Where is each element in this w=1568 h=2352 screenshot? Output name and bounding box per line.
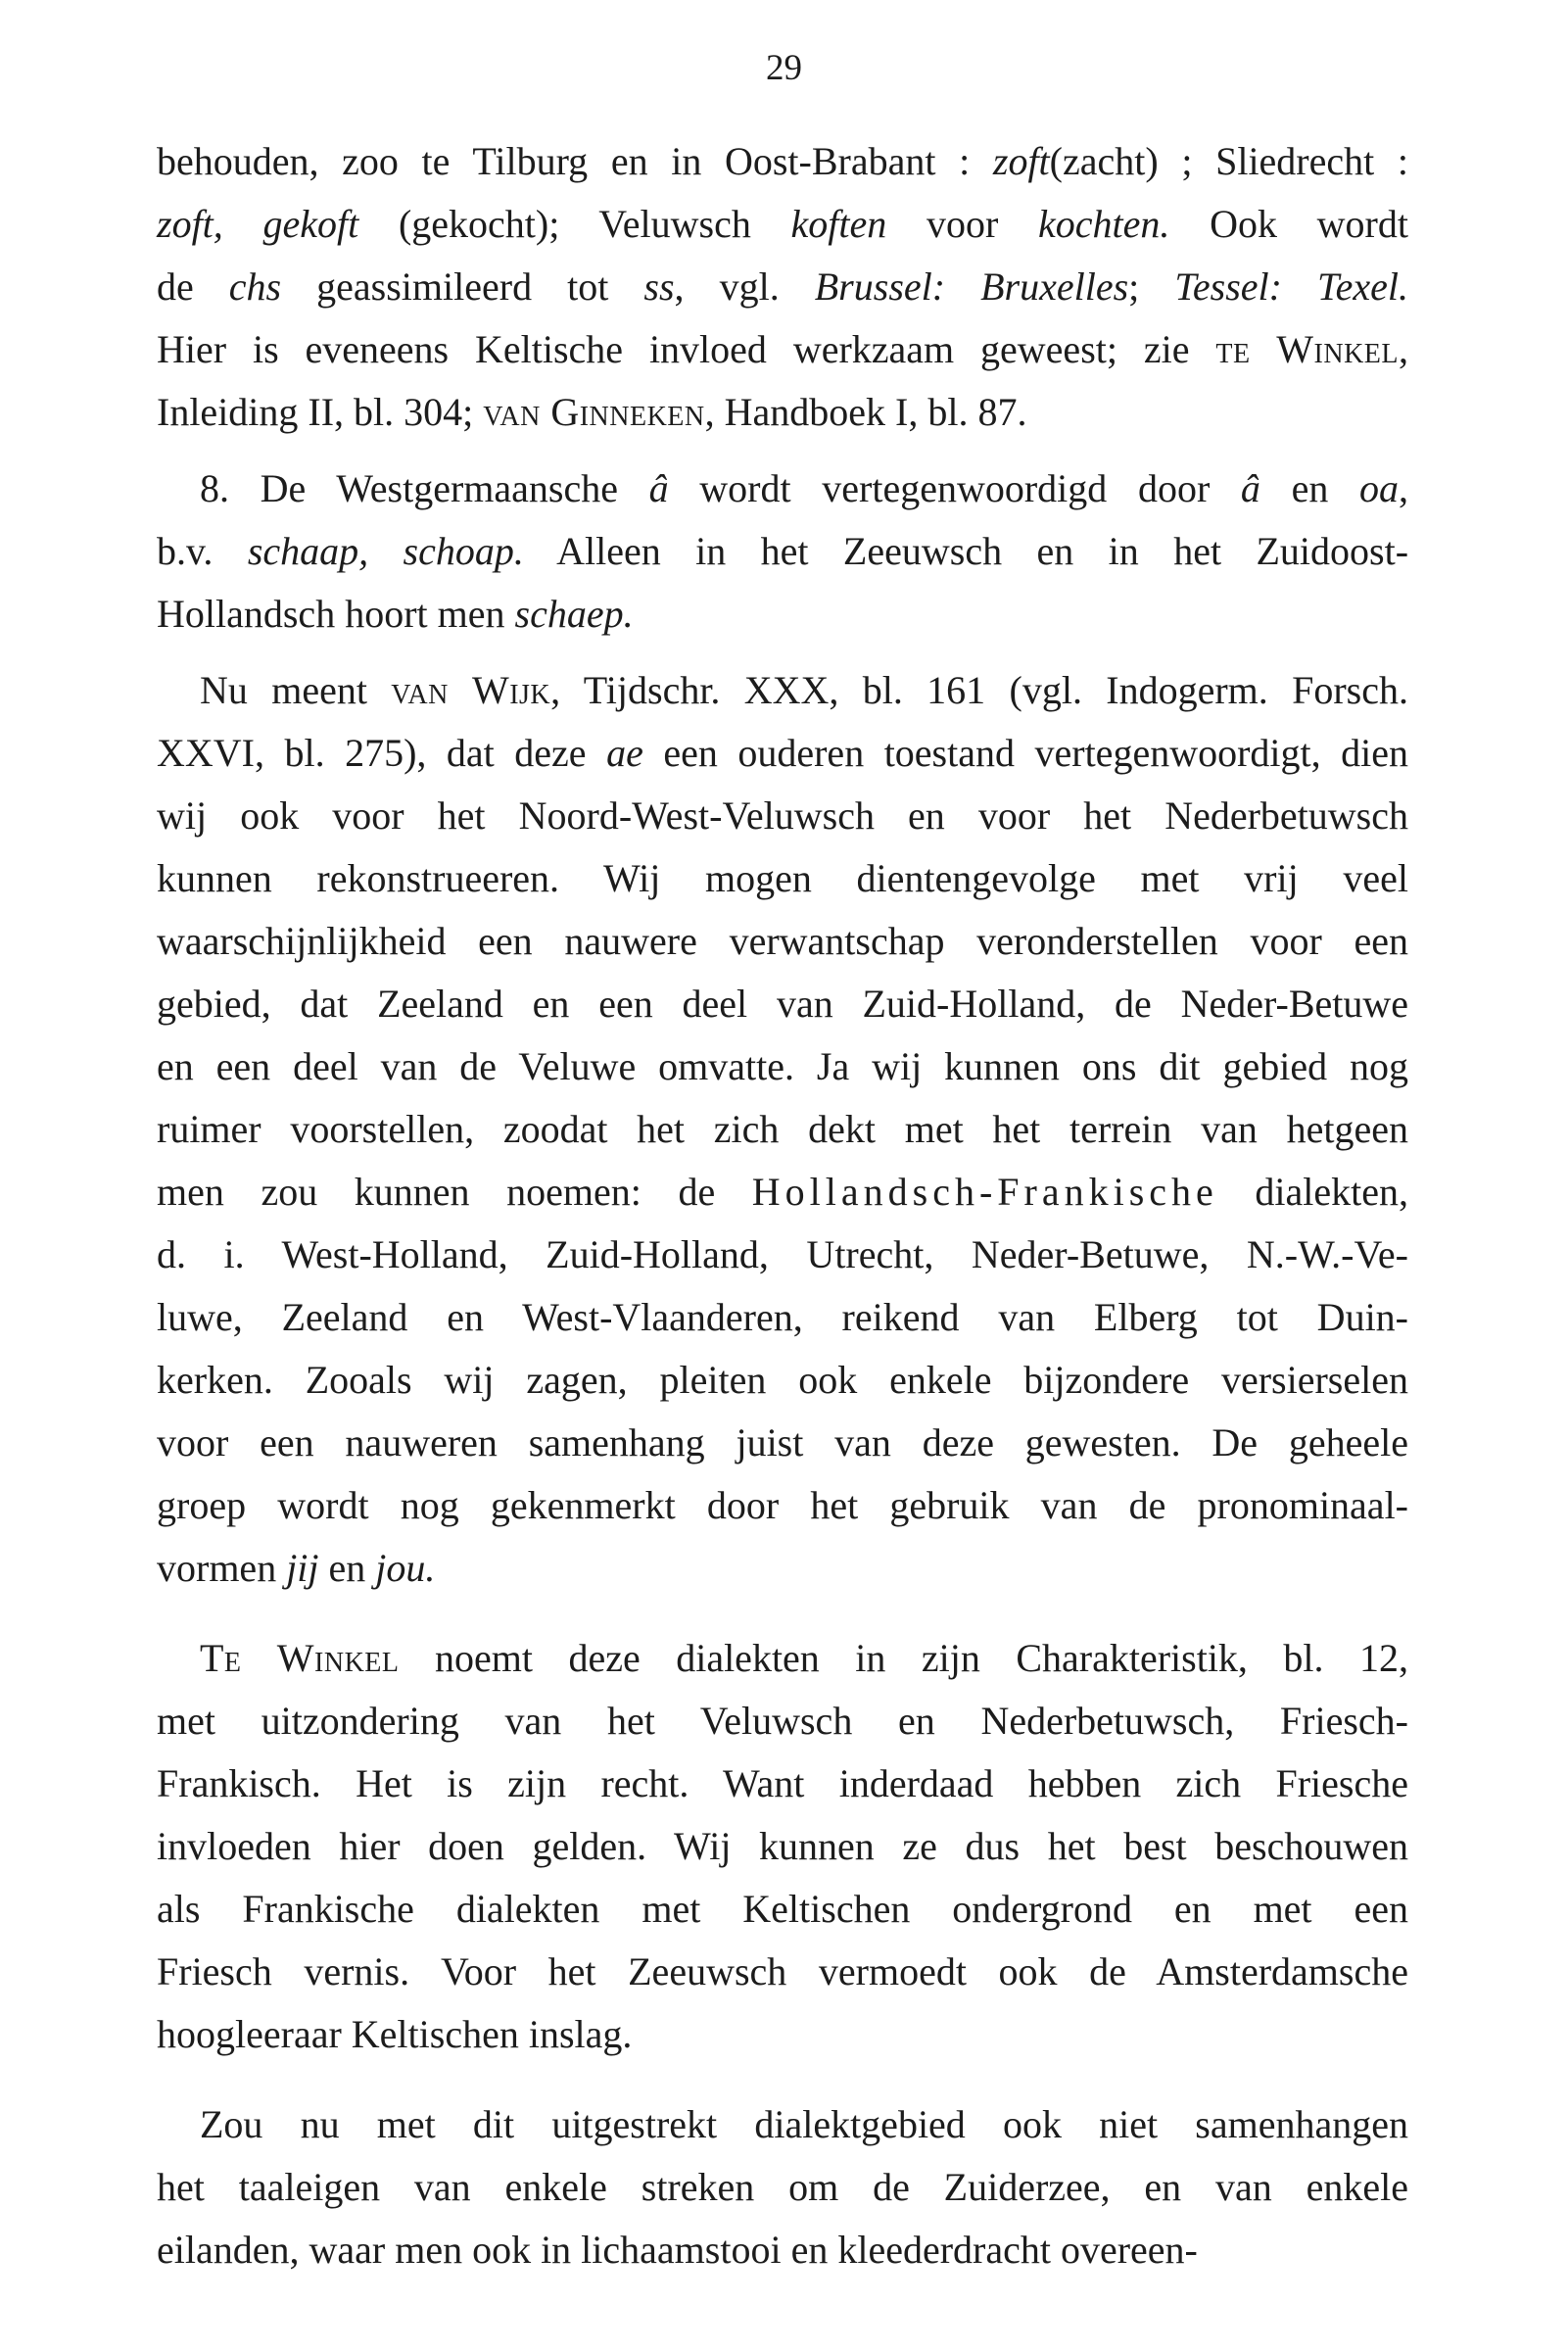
text-line: men zou kunnen noemen: de Hollandsch-Frankische dialekten, xyxy=(157,1170,1408,1214)
italic-term: koften xyxy=(790,202,887,246)
text-line: en een deel van de Veluwe omvatte. Ja wij kunnen ons dit gebied nog xyxy=(157,1044,1408,1088)
paragraph-3 xyxy=(157,659,1408,1600)
italic-term: â xyxy=(1240,466,1260,510)
text-line: behouden, zoo te Tilburg en in Oost-Brabant : zoft(zacht) ; Sliedrecht : xyxy=(157,139,1408,183)
text-line: Hier is eveneens Keltische invloed werkzaam geweest; zie te Winkel, xyxy=(157,327,1408,371)
text-line: XXVI, bl. 275), dat deze ae een ouderen toestand vertegenwoordigt, dien xyxy=(157,731,1408,775)
italic-term: jou. xyxy=(375,1546,436,1590)
italic-term: zoft xyxy=(992,139,1050,183)
paragraph-1 xyxy=(157,130,1408,444)
italic-term: jij xyxy=(286,1546,319,1590)
text-line: waarschijnlijkheid een nauwere verwantschap veronderstellen voor een xyxy=(157,919,1408,963)
text-line: kunnen rekonstrueeren. Wij mogen dientengevolge met vrij veel xyxy=(157,856,1408,900)
text-line: ruimer voorstellen, zoodat het zich dekt met het terrein van hetgeen xyxy=(157,1107,1408,1151)
paragraph-4 xyxy=(157,1627,1408,2066)
text-line: Zou nu met dit uitgestrekt dialektgebied ook niet samenhangen xyxy=(200,2102,1408,2146)
text-line: voor een nauweren samenhang juist van deze gewesten. De geheele xyxy=(157,1420,1408,1464)
author-name: Te Winkel xyxy=(200,1636,400,1680)
text-line: Inleiding II, bl. 304; van Ginneken, Handboek I, bl. 87. xyxy=(157,390,1027,434)
text-line: luwe, Zeeland en West-Vlaanderen, reikend van Elberg tot Duin- xyxy=(157,1295,1408,1339)
italic-term: ss xyxy=(643,264,675,309)
text-line: hoogleeraar Keltischen inslag. xyxy=(157,2012,633,2056)
author-name: van Wijk xyxy=(391,668,551,712)
text-line: invloeden hier doen gelden. Wij kunnen ze dus het best beschouwen xyxy=(157,1824,1408,1868)
text-line: Nu meent van Wijk, Tijdschr. XXX, bl. 161 (vgl. Indogerm. Forsch. xyxy=(200,668,1408,712)
text-line: Friesch vernis. Voor het Zeeuwsch vermoedt ook de Amsterdamsche xyxy=(157,1949,1408,1993)
italic-term: ae xyxy=(606,731,643,775)
spaced-term: Hollandsch-Frankische xyxy=(751,1170,1218,1214)
italic-term: Tessel: Texel. xyxy=(1174,264,1408,309)
italic-term: chs xyxy=(228,264,282,309)
author-name: te Winkel xyxy=(1215,327,1399,371)
italic-term: Brussel: Bruxelles xyxy=(814,264,1129,309)
italic-term: oa xyxy=(1359,466,1399,510)
text-line: Te Winkel noemt deze dialekten in zijn Charakteristik, bl. 12, xyxy=(200,1636,1409,1680)
text-line: gebied, dat Zeeland en een deel van Zuid-Holland, de Neder-Betuwe xyxy=(157,982,1408,1026)
text-line: vormen jij en jou. xyxy=(157,1546,436,1590)
text-line: d. i. West-Holland, Zuid-Holland, Utrecht, Neder-Betuwe, N.-W.-Ve- xyxy=(157,1232,1408,1276)
text-line: met uitzondering van het Veluwsch en Nederbetuwsch, Friesch- xyxy=(157,1699,1408,1743)
text-line: de chs geassimileerd tot ss, vgl. Brussel: Bruxelles; Tessel: Texel. xyxy=(157,264,1408,309)
text-line: 8. De Westgermaansche â wordt vertegenwoordigd door â en oa, xyxy=(200,466,1408,510)
text-line: groep wordt nog gekenmerkt door het gebruik van de pronominaal- xyxy=(157,1483,1408,1527)
text-line: b.v. schaap, schoap. Alleen in het Zeeuwsch en in het Zuidoost- xyxy=(157,529,1409,573)
text-line: Hollandsch hoort men schaep. xyxy=(157,592,634,636)
italic-term: â xyxy=(648,466,669,510)
author-name: van Ginneken xyxy=(483,390,705,434)
text-line: als Frankische dialekten met Keltischen ondergrond en met een xyxy=(157,1887,1408,1931)
italic-term: schaep. xyxy=(514,592,634,636)
text-line: Frankisch. Het is zijn recht. Want inderdaad hebben zich Friesche xyxy=(157,1761,1408,1805)
paragraph-5 xyxy=(157,2093,1408,2281)
text-line: eilanden, waar men ook in lichaamstooi en kleederdracht overeen- xyxy=(157,2228,1198,2272)
text-line: wij ook voor het Noord-West-Veluwsch en voor het Nederbetuwsch xyxy=(157,793,1408,838)
italic-term: schaap, schoap. xyxy=(247,529,524,573)
text-line: zoft, gekoft (gekocht); Veluwsch koften voor kochten. Ook wordt xyxy=(157,202,1408,246)
paragraph-2 xyxy=(157,457,1408,646)
text-line: het taaleigen van enkele streken om de Zuiderzee, en van enkele xyxy=(157,2165,1408,2209)
text-line: kerken. Zooals wij zagen, pleiten ook enkele bijzondere versierselen xyxy=(157,1358,1408,1402)
page-number: 29 xyxy=(766,48,802,88)
italic-term: kochten. xyxy=(1038,202,1170,246)
italic-term: zoft, gekoft xyxy=(157,202,359,246)
body-text xyxy=(157,130,1408,2281)
